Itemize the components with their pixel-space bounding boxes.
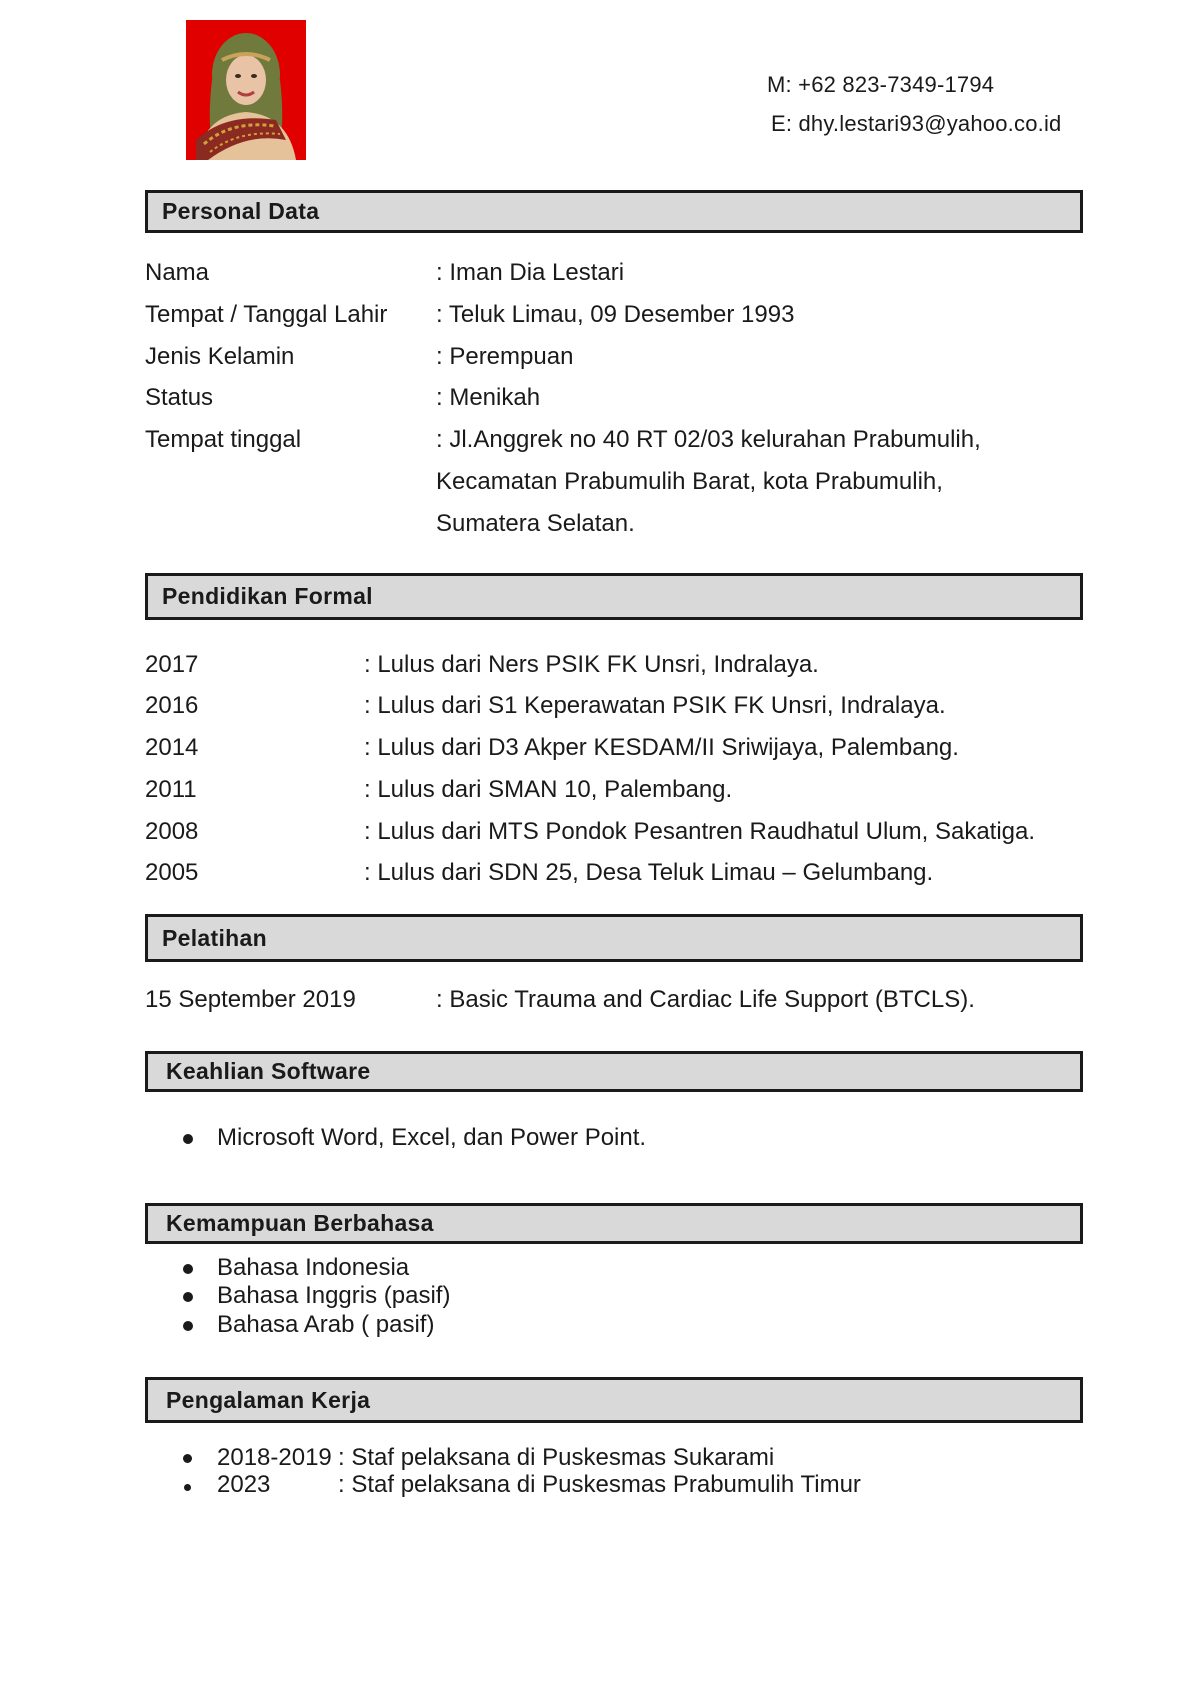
education-desc: : Lulus dari S1 Keperawatan PSIK FK Unsri, Indralaya. <box>364 692 946 719</box>
personal-value-ttl: : Teluk Limau, 09 Desember 1993 <box>436 301 795 328</box>
bullet-icon <box>183 1264 193 1274</box>
personal-value-address: : Jl.Anggrek no 40 RT 02/03 kelurahan Prabumulih, <box>436 426 981 453</box>
personal-address-line-3: Sumatera Selatan. <box>436 510 635 537</box>
software-item: Microsoft Word, Excel, dan Power Point. <box>217 1124 647 1151</box>
personal-label-nama: Nama <box>145 259 210 286</box>
bullet-icon <box>184 1484 191 1491</box>
education-year: 2008 <box>145 818 199 845</box>
bullet-icon <box>183 1292 193 1302</box>
personal-value-nama: : Iman Dia Lestari <box>436 259 625 286</box>
profile-photo <box>186 20 306 160</box>
section-header-personal-data: Personal Data <box>145 190 1083 233</box>
bullet-icon <box>183 1454 192 1463</box>
work-desc: : Staf pelaksana di Puskesmas Prabumulih Timur <box>338 1471 861 1498</box>
education-year: 2017 <box>145 651 199 678</box>
education-desc: : Lulus dari SDN 25, Desa Teluk Limau – Gelumbang. <box>364 859 934 886</box>
education-year: 2016 <box>145 692 199 719</box>
bullet-icon <box>183 1134 193 1144</box>
education-desc: : Lulus dari Ners PSIK FK Unsri, Indralaya. <box>364 651 819 678</box>
section-header-languages: Kemampuan Berbahasa <box>145 1203 1083 1244</box>
education-desc: : Lulus dari MTS Pondok Pesantren Raudhatul Ulum, Sakatiga. <box>364 818 1036 845</box>
section-header-training: Pelatihan <box>145 914 1083 962</box>
work-desc: : Staf pelaksana di Puskesmas Sukarami <box>338 1444 775 1471</box>
work-period: 2018-2019 <box>217 1444 332 1471</box>
personal-label-address: Tempat tinggal <box>145 426 302 453</box>
contact-email[interactable]: E: dhy.lestari93@yahoo.co.id <box>771 111 1062 136</box>
work-period: 2023 <box>217 1471 271 1498</box>
education-desc: : Lulus dari D3 Akper KESDAM/II Sriwijaya, Palembang. <box>364 734 959 761</box>
education-year: 2005 <box>145 859 199 886</box>
education-year: 2011 <box>145 776 197 803</box>
section-header-software: Keahlian Software <box>145 1051 1083 1092</box>
section-header-work: Pengalaman Kerja <box>145 1377 1083 1423</box>
personal-label-status: Status <box>145 384 214 411</box>
section-header-education: Pendidikan Formal <box>145 573 1083 620</box>
education-desc: : Lulus dari SMAN 10, Palembang. <box>364 776 733 803</box>
training-date: 15 September 2019 <box>145 986 356 1013</box>
education-year: 2014 <box>145 734 199 761</box>
language-item: Bahasa Arab ( pasif) <box>217 1311 435 1338</box>
personal-label-gender: Jenis Kelamin <box>145 343 295 370</box>
language-item: Bahasa Inggris (pasif) <box>217 1282 451 1309</box>
contact-phone: M: +62 823-7349-1794 <box>767 72 995 97</box>
personal-label-ttl: Tempat / Tanggal Lahir <box>145 301 388 328</box>
bullet-icon <box>183 1321 193 1331</box>
personal-value-gender: : Perempuan <box>436 343 574 370</box>
language-item: Bahasa Indonesia <box>217 1254 410 1281</box>
personal-address-line-2: Kecamatan Prabumulih Barat, kota Prabumulih, <box>436 468 943 495</box>
training-desc: : Basic Trauma and Cardiac Life Support (BTCLS). <box>436 986 975 1013</box>
personal-value-status: : Menikah <box>436 384 541 411</box>
